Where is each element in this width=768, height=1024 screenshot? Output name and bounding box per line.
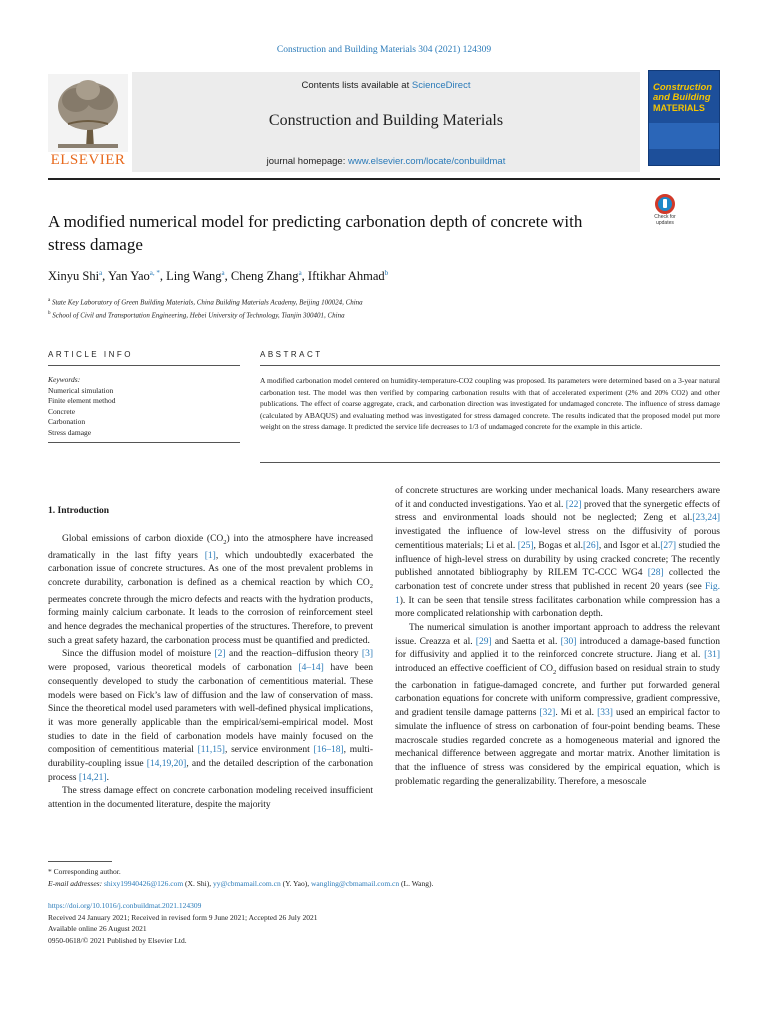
cover-line-3: MATERIALS bbox=[653, 103, 705, 113]
affiliation-text: State Key Laboratory of Green Building Materials, China Building Materials Academy, Beijing 100024, China bbox=[51, 298, 363, 307]
cover-line-1: Construction bbox=[653, 82, 713, 93]
keyword: Stress damage bbox=[48, 427, 92, 437]
check-for-updates-button[interactable] bbox=[652, 194, 678, 228]
email-link[interactable]: yy@cbmamail.com.cn bbox=[212, 879, 281, 888]
affiliation-item bbox=[48, 308, 720, 321]
text-run: , multi-durability-coupling issue bbox=[48, 745, 373, 770]
text-run: studied the influence of high-level stress on durability by using cracked concrete; The recently published annotated bibliography by RILEM TC-CCC WG4 bbox=[395, 540, 720, 579]
doi-link[interactable]: https://doi.org/10.1016/j.conbuildmat.2021.124309 bbox=[48, 901, 202, 910]
paragraph bbox=[48, 533, 373, 648]
footnote-rule bbox=[48, 861, 112, 862]
abstract-heading: ABSTRACT bbox=[260, 350, 323, 359]
email-label: E-mail addresses: bbox=[48, 879, 103, 888]
author-affiliation-mark[interactable]: a bbox=[221, 269, 225, 277]
contents-line bbox=[132, 80, 640, 91]
text-run: used an empirical factor to simulate the influence of stress on carbonation of four-point bending beams. These macroscale studies regarded concrete as a homogeneous material and ignored the mechanical difference between aggregate and mortar matrix. Another limitation is that the influence of stress was considered by the empirical equation, which is problematic regarding the generalizability. Therefore, a mesoscale bbox=[395, 708, 720, 787]
text-run: , Bogas et al. bbox=[533, 540, 584, 551]
keyword: Concrete bbox=[48, 406, 76, 416]
author-affiliation-mark[interactable]: a bbox=[99, 269, 103, 277]
journal-title: Construction and Building Materials bbox=[268, 112, 504, 129]
footnotes bbox=[48, 866, 720, 890]
citation-link[interactable]: [25] bbox=[517, 540, 534, 551]
text-run: The numerical simulation is another important approach to address the relevant issue. Creazza et al. bbox=[395, 623, 720, 647]
journal-header-box bbox=[132, 72, 640, 172]
abstract-text: A modified carbonation model centered on humidity-temperature-CO2 coupling was proposed. Its parameters were determined based on a 3-year natural carbonation test. The model was then verified by comparing carbonation results with that of accelerated experiment (2% and 20% CO2) and other publications. The effect of coarse aggregate, crack, and carbonation direction was investigated for undamaged concrete. The influence of stress damage (calculated by ABAQUS) and evaluating method was investigated for stress damaged concrete. The results indicated that the proposed model put more weight on the stress damage. It predicted the service life decreases to 1/3 of undamaged concrete for the example in this article. bbox=[260, 376, 720, 431]
cover-title bbox=[653, 83, 715, 113]
subscript: 2 bbox=[223, 538, 227, 546]
text-run: Since the diffusion model of moisture bbox=[62, 649, 215, 660]
crossmark-label: Check for updates bbox=[654, 214, 676, 226]
figure-link[interactable]: Fig. 1 bbox=[395, 581, 720, 606]
citation-link[interactable]: [3] bbox=[361, 649, 373, 660]
publisher-name: ELSEVIER bbox=[50, 152, 126, 168]
author[interactable]: Cheng Zhang bbox=[230, 269, 299, 284]
citation-link[interactable]: [11,15] bbox=[197, 745, 225, 756]
text-run: ). It can be seen that tensile stress facilitates carbonation while compression has a more complicated relationship with carbonation depth. bbox=[395, 595, 720, 620]
section-heading-introduction: 1. Introduction bbox=[48, 506, 110, 516]
citation-link[interactable]: [23,24] bbox=[692, 513, 720, 524]
keyword: Finite element method bbox=[48, 396, 116, 405]
contents-prefix: Contents lists available at bbox=[301, 80, 412, 91]
citation-link[interactable]: [14,19,20] bbox=[146, 759, 187, 770]
keywords-label: Keywords: bbox=[48, 375, 81, 384]
article-info-heading: ARTICLE INFO bbox=[48, 350, 133, 359]
article-title: A modified numerical model for predicting carbonation depth of concrete with stress damage bbox=[48, 212, 583, 254]
copyright: 0950-0618/© 2021 Published by Elsevier Ltd. bbox=[48, 935, 187, 945]
author-affiliation-mark[interactable]: a bbox=[298, 269, 302, 277]
citation-link[interactable]: [1] bbox=[204, 550, 216, 561]
abstract-rule bbox=[260, 365, 720, 366]
author-separator: , bbox=[224, 269, 231, 284]
cover-line-2: and Building bbox=[653, 92, 711, 103]
citation-link[interactable]: [33] bbox=[597, 708, 613, 719]
text-run: . bbox=[106, 772, 109, 783]
paragraph bbox=[395, 622, 720, 789]
text-run: Global emissions of carbon dioxide (CO bbox=[62, 534, 224, 544]
citation-link[interactable]: [22] bbox=[565, 499, 582, 510]
keywords-bottom-rule bbox=[48, 442, 240, 443]
email-link[interactable]: wangling@cbmamail.com.cn bbox=[311, 879, 400, 888]
text-run: of concrete structures are working under mechanical loads. Many researchers aware of it and conducted investigations. Yao et al. bbox=[395, 486, 720, 510]
citation-link[interactable]: [4–14] bbox=[298, 663, 324, 674]
author-affiliation-mark[interactable]: b bbox=[384, 269, 389, 277]
text-run: , and Isgor et al. bbox=[598, 540, 661, 551]
text-run: . Mi et al. bbox=[555, 708, 598, 719]
citation-link[interactable]: [28] bbox=[647, 568, 664, 579]
journal-cover-thumbnail[interactable] bbox=[648, 70, 720, 166]
cover-stripe bbox=[649, 123, 719, 149]
corresponding-author-note: * Corresponding author. bbox=[48, 867, 121, 876]
text-run: introduced an effective coefficient of CO bbox=[395, 664, 553, 675]
text-run: , service environment bbox=[224, 745, 314, 756]
text-run: collected the carbonation test of concrete under stress that published in recent 20 years (see bbox=[395, 568, 720, 592]
abstract-bottom-rule bbox=[260, 462, 720, 463]
text-run: were proposed, various theoretical models of carbonation bbox=[48, 663, 299, 674]
text-run: and the reaction–diffusion theory bbox=[225, 649, 362, 660]
affiliation-text: School of Civil and Transportation Engineering, Hebei University of Technology, Tianjin 300401, China bbox=[52, 311, 345, 320]
homepage-line bbox=[132, 156, 640, 167]
citation-link[interactable]: [31] bbox=[704, 650, 720, 661]
affiliation-item bbox=[48, 295, 720, 308]
available-online: Available online 26 August 2021 bbox=[48, 924, 147, 933]
text-run: permeates concrete through the micro defects and reacts with the hydration products, forming mainly calcium carbonate. It leads to the corrosion of reinforcement steel and hence degrades the mechanical properties of the structures. Therefore, to prevent such a great safety hazard, the carbonation process must be quantified and predicted. bbox=[48, 594, 373, 646]
email-owner: (L. Wang). bbox=[399, 879, 434, 888]
subscript: 2 bbox=[553, 669, 557, 677]
body-column-right bbox=[395, 485, 720, 789]
citation-link[interactable]: [14,21] bbox=[78, 772, 107, 783]
subscript: 2 bbox=[369, 582, 373, 590]
email-link[interactable]: shixy19940426@126.com bbox=[103, 879, 184, 888]
citation-link[interactable]: [29] bbox=[475, 636, 492, 647]
publication-info bbox=[48, 900, 720, 946]
paragraph bbox=[48, 648, 373, 785]
affiliation-mark: a bbox=[48, 298, 51, 303]
homepage-prefix: journal homepage: bbox=[266, 156, 348, 167]
email-owner: (X. Shi), bbox=[183, 879, 213, 888]
citation-link[interactable]: [30] bbox=[560, 636, 577, 647]
header-rule bbox=[48, 178, 720, 180]
journal-reference[interactable]: Construction and Building Materials 304 (2021) 124309 bbox=[276, 45, 492, 55]
sciencedirect-link[interactable]: ScienceDirect bbox=[411, 80, 471, 91]
citation-link[interactable]: [2] bbox=[214, 649, 226, 660]
article-info-rule bbox=[48, 365, 240, 366]
author-separator: , bbox=[301, 269, 308, 284]
keywords-block bbox=[48, 375, 238, 438]
author-separator: , bbox=[159, 269, 167, 284]
crossmark-icon bbox=[655, 194, 675, 214]
journal-homepage-link[interactable]: www.elsevier.com/locate/conbuildmat bbox=[347, 156, 506, 167]
keyword: Carbonation bbox=[48, 417, 86, 426]
body-column-left bbox=[48, 533, 373, 813]
keyword: Numerical simulation bbox=[48, 385, 114, 395]
citation-link[interactable]: [16–18] bbox=[313, 745, 344, 756]
email-owner: (Y. Yao), bbox=[280, 879, 311, 888]
author-list bbox=[48, 269, 720, 284]
received-dates: Received 24 January 2021; Received in revised form 9 June 2021; Accepted 26 July 2021 bbox=[48, 912, 318, 922]
paragraph bbox=[395, 485, 720, 622]
author-separator: , bbox=[102, 269, 108, 284]
affiliations bbox=[48, 295, 720, 322]
text-run: investigated the influence of low-level stress on the diffusivity of porous cementitious materials; Li et al. bbox=[395, 527, 720, 551]
text-run: introduced a damage-based function for diffusivity and applied it to the reinforced concrete structure. Jiang et al. bbox=[395, 636, 720, 661]
text-run: , and the detailed description of the carbonation process bbox=[48, 759, 373, 783]
author[interactable]: Xinyu Shi bbox=[48, 269, 100, 284]
email-addresses bbox=[48, 878, 720, 890]
citation-link[interactable]: [26] bbox=[583, 540, 599, 551]
text-run: proved that the synergetic effects of stress and environmental loads should not be neglected; Zeng et al. bbox=[395, 499, 721, 524]
author-affiliation-mark[interactable]: a, * bbox=[149, 269, 160, 277]
citation-link[interactable]: [32] bbox=[539, 708, 556, 719]
text-run: , which undoubtedly exacerbated the carbonation issue of concrete structures. As one of the most prevalent problems in concrete durability, carbonation is defined as a chemical reaction by which CO bbox=[48, 550, 373, 588]
text-run: have been consequently developed to study the carbonation of cementitious material. These models were based on Fick’s law of diffusion and the law of conservation of mass. Since the theoretical model used parameters with well-defined physical implications, it was more generally applicable than the empirical/semi-empirical model. Most studies to date in the field of carbonation models have mainly focused on the composition of cementitious material bbox=[48, 663, 373, 756]
author[interactable]: Ling Wang bbox=[166, 269, 222, 284]
paragraph: The stress damage effect on concrete carbonation modeling received insufficient attention in the documented literature, despite the majority bbox=[48, 786, 373, 811]
affiliation-mark: b bbox=[48, 311, 51, 317]
author[interactable]: Yan Yao bbox=[107, 269, 150, 284]
author[interactable]: Iftikhar Ahmad bbox=[307, 269, 385, 284]
text-run: and Saetta et al. bbox=[491, 636, 561, 647]
masthead bbox=[48, 68, 720, 172]
text-run: diffusion based on residual strain to study the carbonation in fatigue-damaged concrete, and further put forwarded general carbonation equations for concrete with uniform compressive, gradient compressive, and gradient tensile damage patterns bbox=[395, 664, 720, 719]
citation-link[interactable]: [27] bbox=[660, 540, 677, 551]
text-run: ) into the atmosphere have increased dramatically in the last fifty years bbox=[48, 534, 373, 561]
